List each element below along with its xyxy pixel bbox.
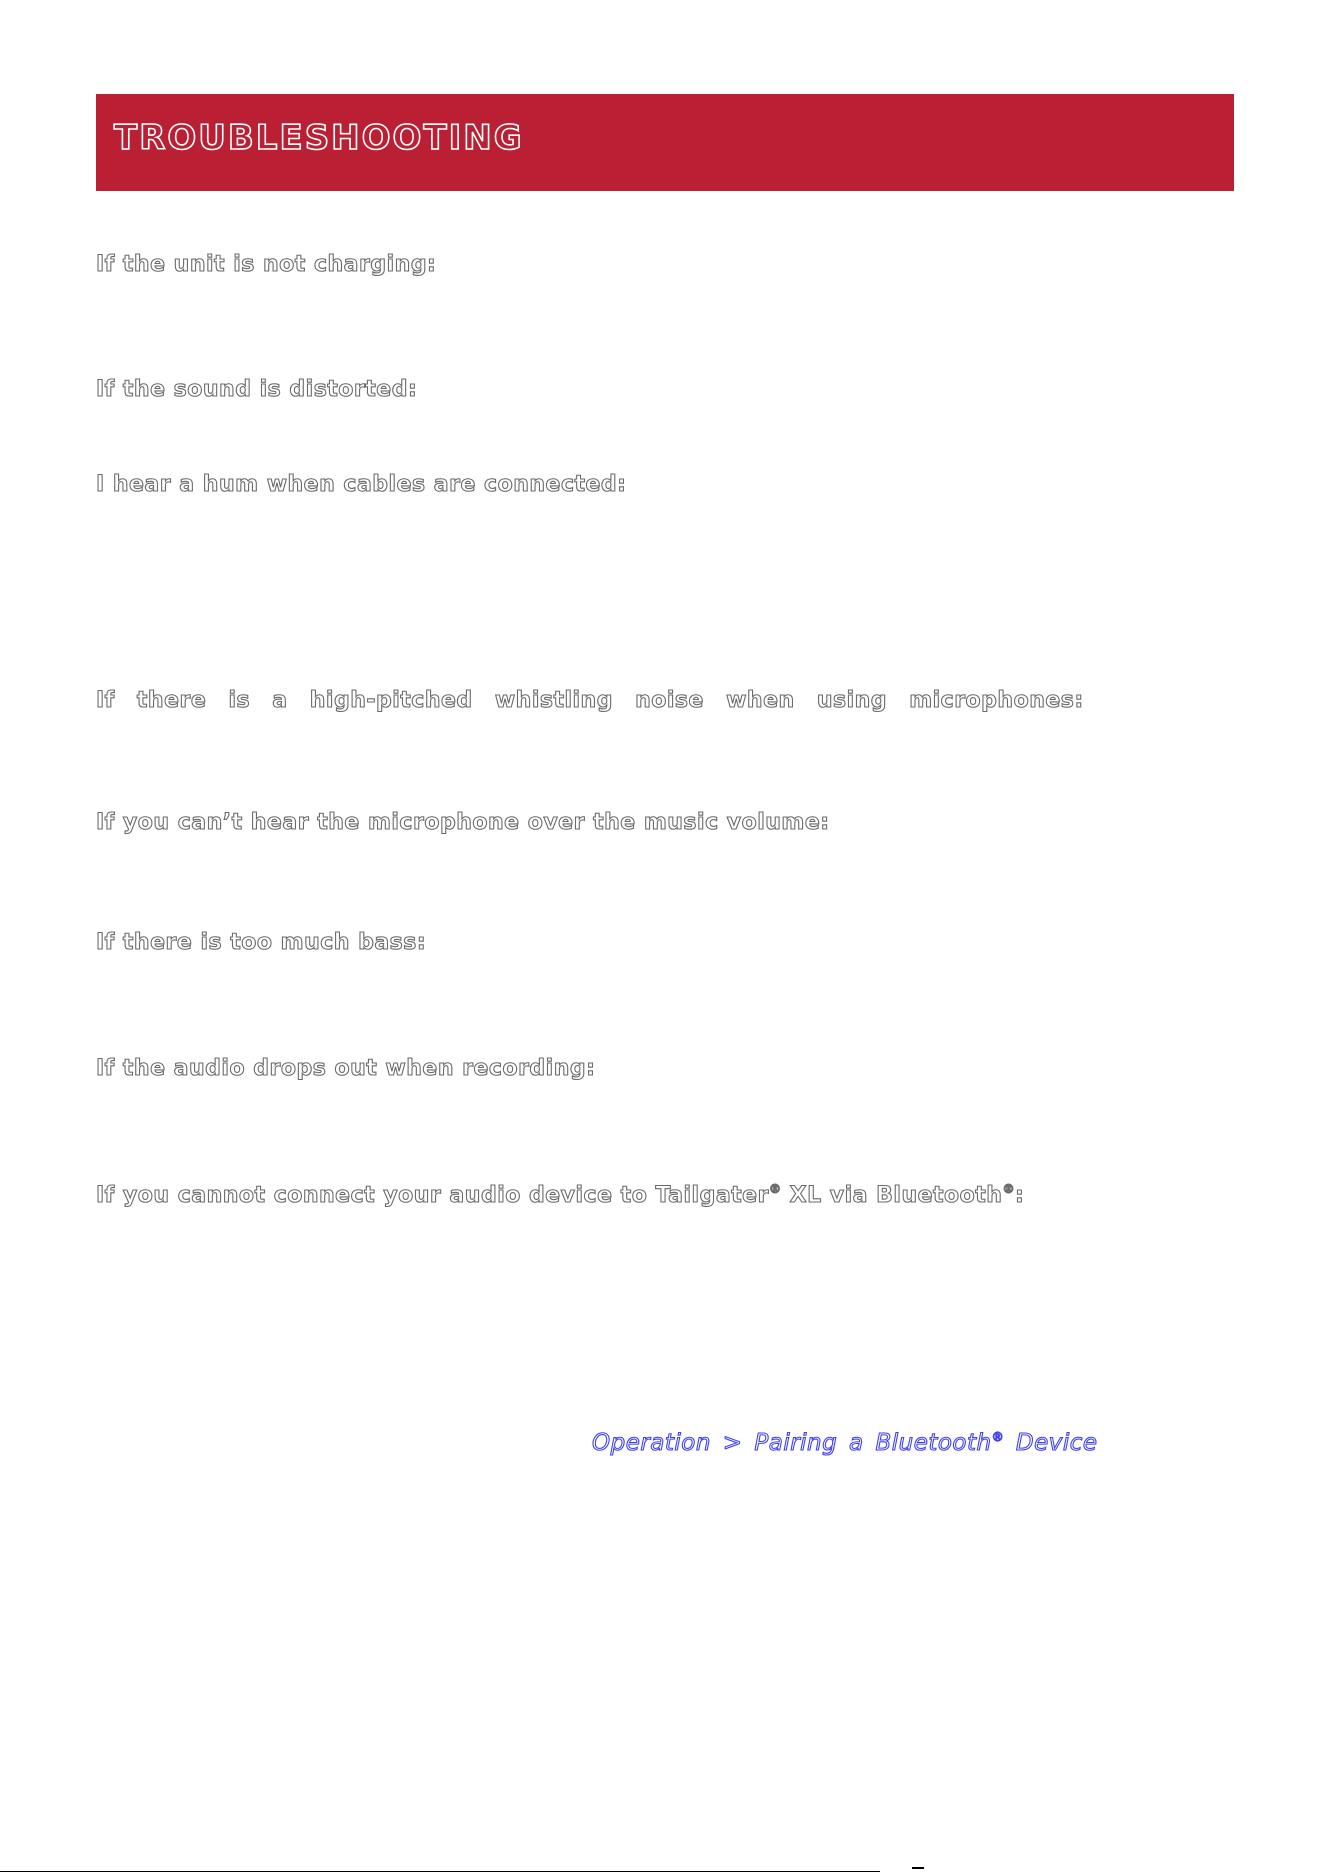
heading-mic-volume: If you can’t hear the microphone over the music volume: bbox=[96, 810, 830, 835]
heading-bluetooth bbox=[96, 1182, 1024, 1208]
heading-audio-drops: If the audio drops out when recording: bbox=[96, 1056, 596, 1081]
heading-bluetooth-text-3: : bbox=[1014, 1183, 1025, 1208]
link-text-1: Operation > Pairing a Bluetooth bbox=[592, 1430, 992, 1456]
section-banner bbox=[96, 94, 1234, 191]
heading-sound-distorted: If the sound is distorted: bbox=[96, 377, 418, 402]
heading-hum: I hear a hum when cables are connected: bbox=[96, 472, 627, 497]
registered-mark: ® bbox=[1002, 1182, 1015, 1196]
heading-too-much-bass: If there is too much bass: bbox=[96, 930, 427, 955]
heading-whistling: If there is a high-pitched whistling noise when using microphones: bbox=[96, 688, 1084, 713]
footer-mark bbox=[912, 1867, 924, 1869]
page-title: TROUBLESHOOTING bbox=[114, 118, 524, 158]
link-text-2: Device bbox=[1004, 1430, 1098, 1456]
registered-mark: ® bbox=[991, 1430, 1005, 1444]
registered-mark: ® bbox=[768, 1182, 782, 1196]
heading-not-charging: If the unit is not charging: bbox=[96, 252, 437, 277]
pairing-bluetooth-link[interactable] bbox=[592, 1430, 1098, 1456]
heading-bluetooth-text-2: XL via Bluetooth bbox=[781, 1183, 1003, 1208]
heading-bluetooth-text-1: If you cannot connect your audio device to Tailgater bbox=[96, 1183, 769, 1208]
